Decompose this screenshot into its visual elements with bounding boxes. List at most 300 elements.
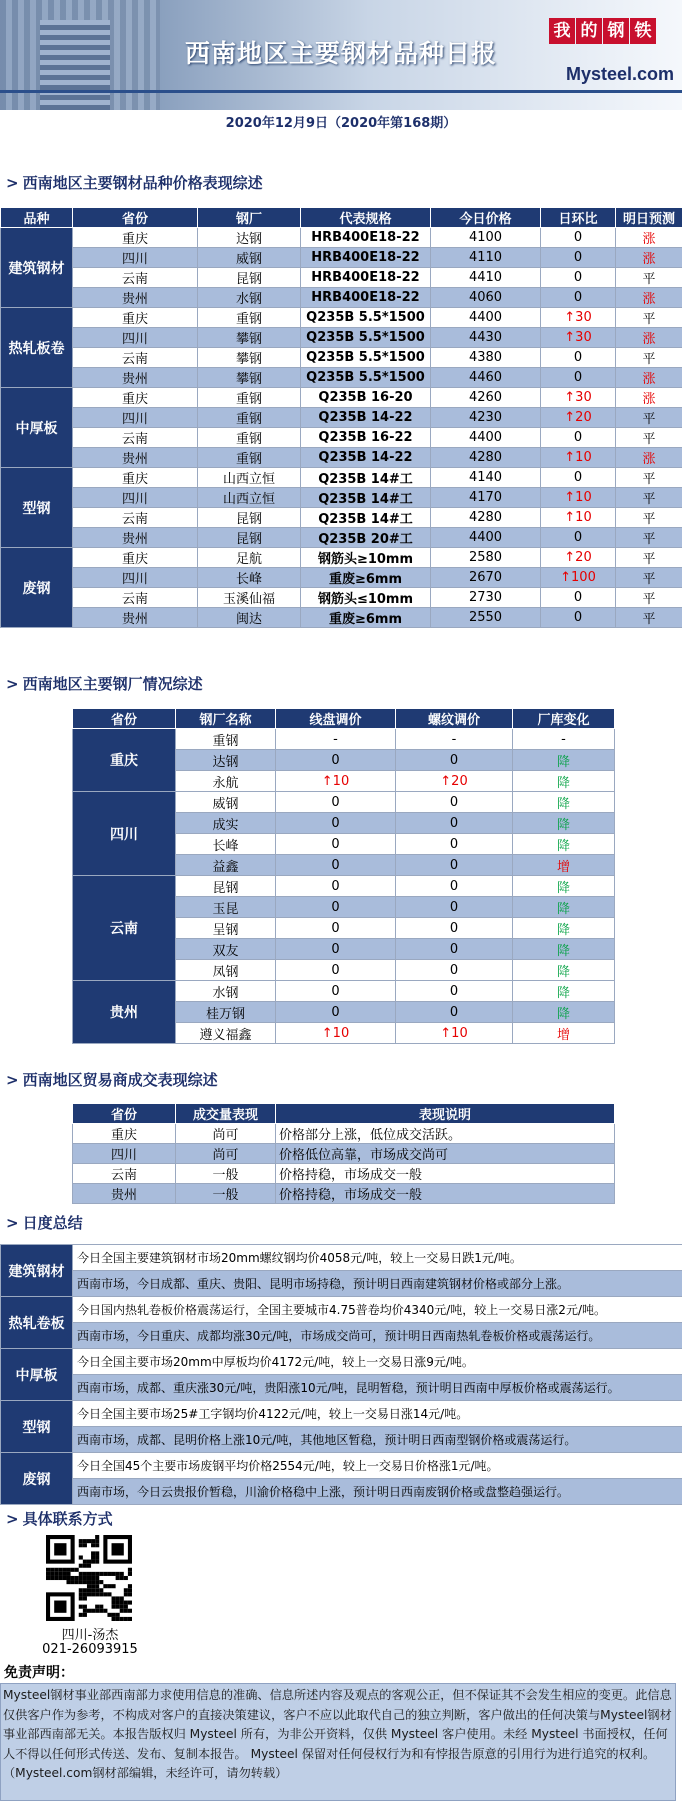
table-cell: 四川	[73, 248, 198, 268]
table-cell: -	[396, 729, 513, 750]
table-header: 钢厂名称	[176, 709, 276, 729]
table-cell: 攀钢	[198, 368, 301, 388]
qr-module	[79, 1580, 83, 1584]
disclaimer-title: 免责声明：	[4, 1665, 74, 1681]
table-row	[1, 528, 682, 548]
table-cell: 涨	[616, 328, 682, 348]
table-row	[1, 488, 682, 508]
summary-row	[1, 1427, 682, 1453]
table-cell: 价格持稳，市场成交一般	[276, 1164, 615, 1184]
table-cell: 价格持稳，市场成交一般	[276, 1184, 615, 1204]
table-cell: ↑20	[541, 548, 616, 568]
category-cell: 型钢	[1, 468, 73, 548]
qr-module	[83, 1588, 87, 1592]
summary-category: 建筑钢材	[1, 1245, 73, 1297]
qr-module	[95, 1543, 99, 1547]
table-cell: 0	[541, 288, 616, 308]
qr-module	[112, 1596, 116, 1600]
qr-module	[128, 1572, 132, 1576]
qr-module	[79, 1543, 83, 1547]
qr-module	[112, 1601, 116, 1605]
province-cell: 云南	[73, 876, 176, 981]
table-cell: 重废≥6mm	[301, 568, 431, 588]
qr-module	[79, 1576, 83, 1580]
qr-module	[120, 1609, 124, 1613]
qr-module	[124, 1609, 128, 1613]
table-row	[1, 568, 682, 588]
table-cell: 玉溪仙福	[198, 588, 301, 608]
table-row	[73, 876, 615, 897]
table-header: 明日预测	[616, 208, 682, 228]
qr-module	[116, 1572, 120, 1576]
summary-text: 今日全国45个主要市场废钢平均价格2554元/吨，较上一交易日价格涨1元/吨。	[73, 1453, 682, 1479]
table-cell: 遵义福鑫	[176, 1023, 276, 1044]
table-cell: 贵州	[73, 608, 198, 628]
qr-module	[99, 1572, 103, 1576]
qr-module	[91, 1555, 95, 1559]
qr-module	[107, 1572, 111, 1576]
table-cell: 4410	[431, 268, 541, 288]
summary-text: 西南市场，今日云贵报价暂稳，川渝价格稳中上涨，预计明日西南废钢价格或盘整趋强运行。	[73, 1479, 682, 1505]
qr-module	[99, 1605, 103, 1609]
table-cell: 一般	[176, 1164, 276, 1184]
report-date: 2020年12月9日（2020年第168期）	[225, 116, 457, 131]
qr-module	[95, 1576, 99, 1580]
table-cell: 贵州	[73, 1184, 176, 1204]
table-cell: 降	[513, 918, 615, 939]
mysteel-logo: 我 的 钢 铁 Mysteel.com	[564, 18, 674, 86]
summary-row	[1, 1375, 682, 1401]
qr-module	[116, 1596, 120, 1600]
table-row	[1, 288, 682, 308]
chevron-right-icon: >	[6, 1510, 19, 1528]
qr-module	[128, 1609, 132, 1613]
contact-name: 四川-汤杰	[61, 1628, 119, 1643]
table-header: 今日价格	[431, 208, 541, 228]
chevron-right-icon: >	[6, 1214, 19, 1232]
summary-category: 热轧卷板	[1, 1297, 73, 1349]
table-cell: -	[513, 729, 615, 750]
table-cell: 玉昆	[176, 897, 276, 918]
table-row	[1, 328, 682, 348]
table-cell: 一般	[176, 1184, 276, 1204]
table-cell: 降	[513, 792, 615, 813]
qr-code-icon	[46, 1535, 132, 1621]
qr-module	[62, 1568, 66, 1572]
table-header: 日环比	[541, 208, 616, 228]
qr-module	[95, 1609, 99, 1613]
section-title-mills: > 西南地区主要钢厂情况综述	[6, 675, 203, 693]
qr-module	[120, 1601, 124, 1605]
table-cell: ↑20	[396, 771, 513, 792]
table-cell: 0	[276, 1002, 396, 1023]
table-cell: 长峰	[176, 834, 276, 855]
table-header: 线盘调价	[276, 709, 396, 729]
price-table	[0, 207, 682, 628]
table-cell: 重庆	[73, 548, 198, 568]
table-cell: 4380	[431, 348, 541, 368]
table-cell: 4060	[431, 288, 541, 308]
qr-module	[79, 1555, 83, 1559]
table-row	[1, 368, 682, 388]
summary-row	[1, 1349, 682, 1375]
qr-module	[83, 1596, 87, 1600]
table-cell: 云南	[73, 588, 198, 608]
qr-module	[95, 1539, 99, 1543]
table-cell: 0	[541, 468, 616, 488]
table-header: 成交量表现	[176, 1104, 276, 1124]
qr-module	[62, 1572, 66, 1576]
table-cell: 0	[396, 981, 513, 1002]
qr-module	[107, 1592, 111, 1596]
table-row	[1, 388, 682, 408]
table-header: 代表规格	[301, 208, 431, 228]
category-cell: 中厚板	[1, 388, 73, 468]
table-cell: 达钢	[176, 750, 276, 771]
table-cell: 重庆	[73, 228, 198, 248]
table-cell: 0	[541, 248, 616, 268]
table-cell: ↑30	[541, 308, 616, 328]
qr-module	[95, 1592, 99, 1596]
qr-module	[91, 1576, 95, 1580]
table-cell: 水钢	[198, 288, 301, 308]
table-row	[73, 792, 615, 813]
chevron-right-icon: >	[6, 675, 19, 693]
table-header: 厂库变化	[513, 709, 615, 729]
table-cell: 增	[513, 855, 615, 876]
table-cell: 2550	[431, 608, 541, 628]
table-cell: 成实	[176, 813, 276, 834]
table-row	[1, 308, 682, 328]
qr-module	[87, 1580, 91, 1584]
qr-module	[124, 1617, 128, 1621]
table-cell: 钢筋头≤10mm	[301, 588, 431, 608]
qr-module	[87, 1592, 91, 1596]
table-cell: 4430	[431, 328, 541, 348]
table-cell: 平	[616, 508, 682, 528]
disclaimer-text: Mysteel钢材事业部西南部力求使用信息的准确、信息所述内容及观点的客观公正，但不保证其不会发生相应的变更。此信息仅供客户作为参考，不构成对客户的直接决策建议，客户不应以此取代自己的独立判断，客户做出的任何决策与Mysteel钢材事业部西南部无关。本报告版权归 Mysteel 所有，为非公开资料，仅供 Mysteel 客户使用。未经 Mysteel 书面授权，任何人不得以任何形式传送、发布、复制本报告。 Mysteel 保留对任何侵权行为和有悖报告原意的引用行为进行追究的权利。（Mysteel.com钢材部编辑，未经许可，请勿转载）	[0, 1683, 676, 1801]
table-cell: 平	[616, 548, 682, 568]
table-cell: 4400	[431, 308, 541, 328]
summary-text: 西南市场，成都、昆明价格上涨10元/吨，其他地区暂稳，预计明日西南型钢价格或震荡运行。	[73, 1427, 682, 1453]
qr-module	[54, 1601, 66, 1613]
qr-module	[91, 1560, 95, 1564]
qr-module	[83, 1543, 87, 1547]
table-cell: 0	[276, 813, 396, 834]
table-row	[73, 1124, 615, 1144]
qr-module	[91, 1572, 95, 1576]
table-cell: 0	[541, 268, 616, 288]
table-cell: 云南	[73, 508, 198, 528]
qr-module	[83, 1564, 87, 1568]
qr-module	[83, 1580, 87, 1584]
qr-module	[116, 1601, 120, 1605]
qr-module	[112, 1543, 124, 1555]
table-cell: 昆钢	[198, 508, 301, 528]
qr-module	[66, 1576, 70, 1580]
qr-module	[79, 1613, 83, 1617]
table-cell: 尚可	[176, 1124, 276, 1144]
qr-module	[95, 1588, 99, 1592]
table-cell: 涨	[616, 288, 682, 308]
qr-module	[50, 1568, 54, 1572]
table-cell: 4140	[431, 468, 541, 488]
table-cell: 0	[276, 918, 396, 939]
qr-module	[99, 1592, 103, 1596]
qr-module	[71, 1568, 75, 1572]
table-cell: Q235B 5.5*1500	[301, 348, 431, 368]
qr-module	[50, 1572, 54, 1576]
table-row	[1, 348, 682, 368]
table-cell: 降	[513, 834, 615, 855]
table-cell: 2670	[431, 568, 541, 588]
summary-text: 今日国内热轧卷板价格震荡运行，全国主要城市4.75普卷均价4340元/吨，较上一交易日涨2元/吨。	[73, 1297, 682, 1323]
qr-module	[87, 1609, 91, 1613]
table-cell: 0	[396, 897, 513, 918]
table-cell: Q235B 14-22	[301, 408, 431, 428]
summary-row	[1, 1297, 682, 1323]
table-cell: 平	[616, 568, 682, 588]
qr-module	[112, 1613, 116, 1617]
table-cell: 2580	[431, 548, 541, 568]
table-cell: 增	[513, 1023, 615, 1044]
table-cell: 呈钢	[176, 918, 276, 939]
qr-module	[83, 1609, 87, 1613]
table-cell: 云南	[73, 348, 198, 368]
table-cell: 四川	[73, 408, 198, 428]
qr-module	[79, 1572, 83, 1576]
table-cell: 降	[513, 960, 615, 981]
qr-module	[91, 1539, 95, 1543]
qr-module	[62, 1576, 66, 1580]
table-cell: 0	[396, 792, 513, 813]
qr-module	[83, 1605, 87, 1609]
qr-module	[87, 1564, 91, 1568]
table-row	[1, 408, 682, 428]
category-cell: 建筑钢材	[1, 228, 73, 308]
table-cell: 0	[541, 348, 616, 368]
table-header: 品种	[1, 208, 73, 228]
table-cell: 威钢	[198, 248, 301, 268]
qr-module	[66, 1568, 70, 1572]
qr-module	[95, 1555, 99, 1559]
qr-module	[87, 1539, 91, 1543]
table-cell: 0	[276, 855, 396, 876]
table-cell: Q235B 5.5*1500	[301, 368, 431, 388]
table-cell: 价格低位高靠，市场成交尚可	[276, 1144, 615, 1164]
table-row	[73, 1164, 615, 1184]
table-cell: 0	[541, 588, 616, 608]
table-cell: 4460	[431, 368, 541, 388]
table-header: 省份	[73, 1104, 176, 1124]
qr-module	[91, 1580, 95, 1584]
table-cell: 0	[396, 834, 513, 855]
table-cell: 攀钢	[198, 328, 301, 348]
qr-module	[79, 1605, 83, 1609]
province-cell: 四川	[73, 792, 176, 876]
table-cell: 0	[276, 981, 396, 1002]
table-cell: 0	[396, 813, 513, 834]
qr-module	[91, 1551, 95, 1555]
table-cell: 0	[276, 960, 396, 981]
qr-module	[124, 1601, 128, 1605]
table-cell: 降	[513, 1002, 615, 1023]
table-header: 螺纹调价	[396, 709, 513, 729]
table-row	[1, 428, 682, 448]
table-cell: 四川	[73, 488, 198, 508]
section-title-summary: > 日度总结	[6, 1214, 83, 1232]
contact-phone: 021-26093915	[42, 1642, 138, 1657]
qr-module	[120, 1605, 124, 1609]
table-cell: 云南	[73, 268, 198, 288]
table-cell: 降	[513, 750, 615, 771]
table-cell: 山西立恒	[198, 488, 301, 508]
table-cell: 0	[396, 1002, 513, 1023]
table-cell: 4280	[431, 448, 541, 468]
table-cell: 涨	[616, 388, 682, 408]
table-cell: 4280	[431, 508, 541, 528]
table-cell: 降	[513, 981, 615, 1002]
table-cell: 0	[396, 939, 513, 960]
table-cell: ↑20	[541, 408, 616, 428]
table-row	[73, 981, 615, 1002]
qr-module	[87, 1576, 91, 1580]
summary-text: 今日全国主要建筑钢材市场20mm螺纹钢均价4058元/吨，较上一交易日跌1元/吨。	[73, 1245, 682, 1271]
table-cell: 0	[276, 876, 396, 897]
table-cell: ↑10	[541, 448, 616, 468]
table-cell: 桂万钢	[176, 1002, 276, 1023]
section-title-prices: > 西南地区主要钢材品种价格表现综述	[6, 174, 263, 192]
table-cell: 4110	[431, 248, 541, 268]
table-cell: Q235B 14#工	[301, 468, 431, 488]
table-cell: 0	[276, 792, 396, 813]
table-cell: ↑10	[276, 771, 396, 792]
qr-module	[95, 1605, 99, 1609]
summary-category: 型钢	[1, 1401, 73, 1453]
qr-module	[66, 1580, 70, 1584]
table-cell: 0	[396, 750, 513, 771]
table-cell: ↑10	[396, 1023, 513, 1044]
table-cell: 平	[616, 268, 682, 288]
table-cell: 平	[616, 348, 682, 368]
table-cell: 足航	[198, 548, 301, 568]
mill-table	[72, 708, 615, 1044]
table-cell: Q235B 14-22	[301, 448, 431, 468]
qr-module	[103, 1584, 107, 1588]
table-cell: Q235B 16-22	[301, 428, 431, 448]
table-cell: 4260	[431, 388, 541, 408]
table-cell: Q235B 14#工	[301, 508, 431, 528]
table-row	[1, 448, 682, 468]
table-cell: 平	[616, 588, 682, 608]
table-cell: 0	[541, 368, 616, 388]
qr-module	[87, 1584, 91, 1588]
table-cell: Q235B 20#工	[301, 528, 431, 548]
table-cell: -	[276, 729, 396, 750]
table-row	[73, 1184, 615, 1204]
table-cell: 0	[541, 228, 616, 248]
qr-module	[107, 1613, 111, 1617]
table-cell: 威钢	[176, 792, 276, 813]
qr-module	[50, 1576, 54, 1580]
table-cell: 0	[276, 939, 396, 960]
table-cell: 0	[541, 528, 616, 548]
table-cell: 降	[513, 813, 615, 834]
table-cell: 云南	[73, 1164, 176, 1184]
qr-module	[91, 1592, 95, 1596]
table-cell: 4400	[431, 528, 541, 548]
table-cell: ↑10	[541, 508, 616, 528]
table-cell: 平	[616, 608, 682, 628]
qr-module	[116, 1576, 120, 1580]
summary-text: 西南市场，今日成都、重庆、贵阳、昆明市场持稳，预计明日西南建筑钢材价格或部分上涨。	[73, 1271, 682, 1297]
qr-module	[54, 1576, 58, 1580]
table-cell: 0	[541, 428, 616, 448]
qr-module	[116, 1617, 120, 1621]
table-cell: 平	[616, 428, 682, 448]
qr-module	[99, 1580, 103, 1584]
qr-module	[95, 1560, 99, 1564]
table-cell: 0	[396, 876, 513, 897]
qr-module	[46, 1568, 50, 1572]
qr-module	[83, 1572, 87, 1576]
qr-module	[91, 1584, 95, 1588]
table-cell: 贵州	[73, 528, 198, 548]
qr-module	[58, 1576, 62, 1580]
table-cell: 贵州	[73, 288, 198, 308]
qr-module	[103, 1592, 107, 1596]
chevron-right-icon: >	[6, 1071, 19, 1089]
qr-module	[91, 1543, 95, 1547]
table-cell: 平	[616, 468, 682, 488]
qr-module	[79, 1592, 83, 1596]
qr-module	[87, 1572, 91, 1576]
table-row	[1, 468, 682, 488]
qr-module	[112, 1617, 116, 1621]
table-cell: 重钢	[198, 448, 301, 468]
table-cell: 昆钢	[198, 268, 301, 288]
summary-row	[1, 1479, 682, 1505]
table-cell: 重废≥6mm	[301, 608, 431, 628]
table-cell: ↑10	[541, 488, 616, 508]
qr-module	[124, 1576, 128, 1580]
table-cell: 价格部分上涨，低位成交活跃。	[276, 1124, 615, 1144]
table-row	[1, 608, 682, 628]
table-cell: HRB400E18-22	[301, 288, 431, 308]
qr-module	[120, 1617, 124, 1621]
qr-module	[87, 1588, 91, 1592]
category-cell: 热轧板卷	[1, 308, 73, 388]
qr-module	[103, 1609, 107, 1613]
summary-text: 西南市场，今日重庆、成都均涨30元/吨，市场成交尚可，预计明日西南热轧卷板价格或震荡运行。	[73, 1323, 682, 1349]
qr-module	[128, 1588, 132, 1592]
table-cell: 降	[513, 897, 615, 918]
qr-module	[83, 1539, 87, 1543]
summary-row	[1, 1453, 682, 1479]
table-row	[1, 588, 682, 608]
table-cell: 降	[513, 771, 615, 792]
qr-module	[128, 1568, 132, 1572]
summary-row	[1, 1323, 682, 1349]
table-cell: Q235B 5.5*1500	[301, 328, 431, 348]
qr-module	[99, 1588, 103, 1592]
qr-module	[83, 1560, 87, 1564]
qr-module	[95, 1572, 99, 1576]
qr-module	[103, 1572, 107, 1576]
table-row	[73, 1144, 615, 1164]
table-cell: 永航	[176, 771, 276, 792]
table-cell: 四川	[73, 1144, 176, 1164]
